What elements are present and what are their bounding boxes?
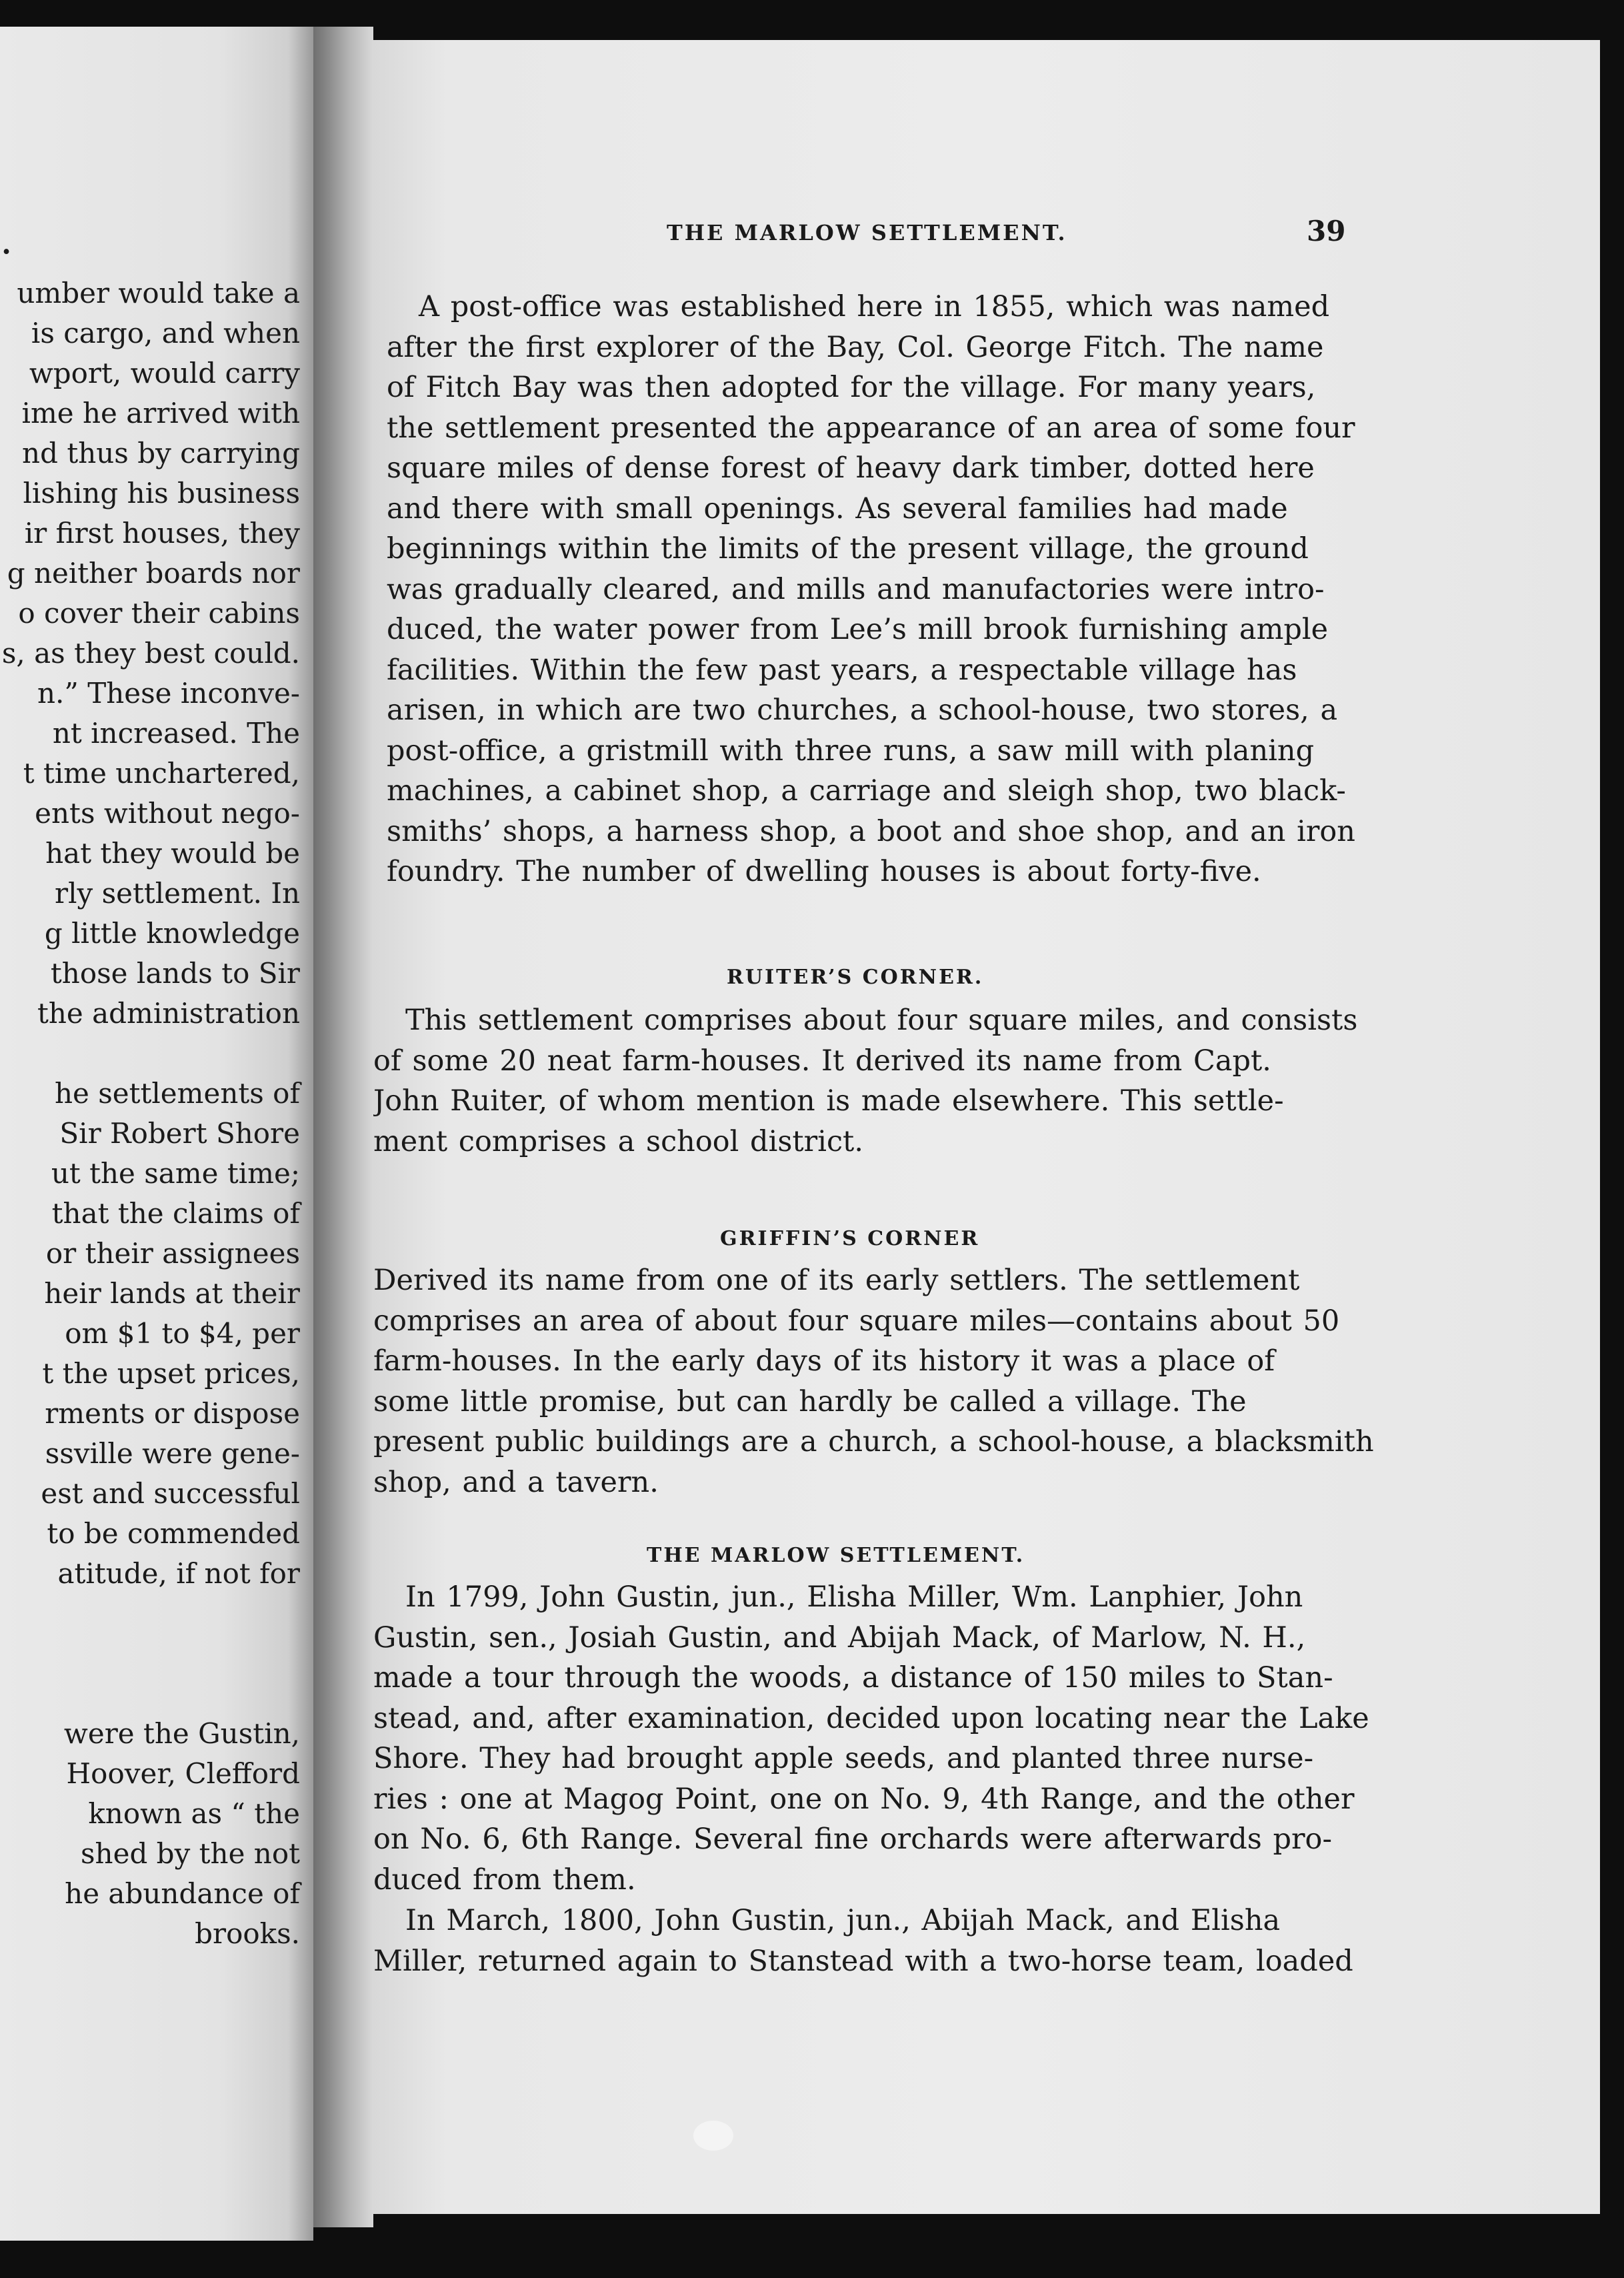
text-line: duced from them.: [373, 1863, 636, 1897]
page-number: 39: [1307, 215, 1346, 247]
text-line: comprises an area of about four square miles—contains about 50: [373, 1304, 1340, 1338]
right-page: [373, 40, 1600, 2214]
text-line: Gustin, sen., Josiah Gustin, and Abijah Mack, of Marlow, N. H.,: [373, 1620, 1306, 1654]
text-line: arisen, in which are two churches, a school-house, two stores, a: [387, 694, 1338, 727]
text-line: ment comprises a school district.: [373, 1124, 864, 1158]
left-page-line: g little knowledge: [44, 917, 300, 950]
left-page-line: shed by the not: [80, 1837, 300, 1870]
left-page-line: n.” These inconve-: [37, 677, 300, 710]
left-page-line: hat they would be: [45, 837, 300, 870]
text-line: was gradually cleared, and mills and manufactories were intro-: [387, 572, 1325, 606]
left-page-line: to be commended: [47, 1517, 300, 1550]
text-line: present public buildings are a church, a school-house, a blacksmith: [373, 1425, 1374, 1458]
left-page-mark: .: [0, 217, 13, 263]
text-line: Derived its name from one of its early settlers. The settlement: [373, 1264, 1300, 1297]
text-line: of some 20 neat farm-houses. It derived its name from Capt.: [373, 1044, 1271, 1078]
text-line: facilities. Within the few past years, a respectable village has: [387, 653, 1297, 687]
left-page-line: g neither boards nor: [7, 557, 300, 590]
text-line: post-office, a gristmill with three runs, a saw mill with planing: [387, 734, 1315, 768]
left-page-line: s, as they best could.: [1, 637, 300, 670]
text-line: after the first explorer of the Bay, Col. George Fitch. The name: [387, 330, 1324, 364]
left-page-line: ents without nego-: [35, 797, 300, 830]
marlow-settlement-heading: THE MARLOW SETTLEMENT.: [647, 1544, 1025, 1567]
left-page-line: those lands to Sir: [50, 957, 300, 990]
left-page-line: he settlements of: [54, 1077, 300, 1110]
left-page-line: heir lands at their: [44, 1277, 300, 1310]
text-line: smiths’ shops, a harness shop, a boot and shoe shop, and an iron: [387, 814, 1355, 848]
text-line: In 1799, John Gustin, jun., Elisha Miller, Wm. Lanphier, John: [405, 1580, 1303, 1614]
left-page-line: ssville were gene-: [45, 1437, 300, 1470]
left-page-line: known as “ the: [88, 1797, 300, 1830]
text-line: some little promise, but can hardly be called a village. The: [373, 1384, 1247, 1418]
text-line: of Fitch Bay was then adopted for the village. For many years,: [387, 371, 1316, 404]
left-page-line: were the Gustin,: [63, 1717, 300, 1750]
left-page-line: wport, would carry: [29, 357, 300, 389]
left-page: [0, 27, 313, 2241]
text-line: In March, 1800, John Gustin, jun., Abijah Mack, and Elisha: [405, 1904, 1281, 1937]
text-line: the settlement presented the appearance of an area of some four: [387, 411, 1355, 445]
left-page-line: rments or dispose: [45, 1397, 300, 1430]
left-page-line: o cover their cabins: [18, 597, 300, 630]
left-page-line: nd thus by carrying: [22, 437, 300, 469]
text-line: Miller, returned again to Stanstead with a two-horse team, loaded: [373, 1944, 1353, 1978]
ruiters-corner-heading: RUITER’S CORNER.: [727, 966, 984, 989]
left-page-line: atitude, if not for: [57, 1557, 300, 1590]
left-page-line: that the claims of: [51, 1197, 300, 1230]
text-line: John Ruiter, of whom mention is made elsewhere. This settle-: [373, 1084, 1284, 1118]
text-line: duced, the water power from Lee’s mill brook furnishing ample: [387, 613, 1329, 646]
text-line: This settlement comprises about four square miles, and consists: [405, 1004, 1358, 1037]
text-line: A post-office was established here in 1855, which was named: [419, 290, 1330, 323]
text-line: on No. 6, 6th Range. Several fine orchards were afterwards pro-: [373, 1823, 1332, 1856]
running-head: THE MARLOW SETTLEMENT.: [667, 220, 1067, 245]
paper-speck: [693, 2121, 733, 2151]
left-page-line: the administration: [37, 997, 300, 1030]
text-line: foundry. The number of dwelling houses is about forty-five.: [387, 855, 1261, 888]
left-page-line: t time unchartered,: [23, 757, 300, 790]
left-page-line: brooks.: [195, 1917, 300, 1950]
left-page-line: umber would take a: [17, 277, 300, 309]
text-line: shop, and a tavern.: [373, 1465, 659, 1499]
left-page-line: om $1 to $4, per: [65, 1317, 300, 1350]
left-page-line: ime he arrived with: [21, 397, 300, 429]
griffins-corner-heading: GRIFFIN’S CORNER: [720, 1227, 980, 1250]
text-line: farm-houses. In the early days of its history it was a place of: [373, 1344, 1275, 1378]
left-page-line: ut the same time;: [51, 1157, 300, 1190]
left-page-line: nt increased. The: [52, 717, 300, 750]
text-line: square miles of dense forest of heavy dark timber, dotted here: [387, 451, 1315, 485]
text-line: Shore. They had brought apple seeds, and planted three nurse-: [373, 1742, 1314, 1775]
text-line: ries : one at Magog Point, one on No. 9, 4th Range, and the other: [373, 1782, 1355, 1816]
left-page-line: ir first houses, they: [24, 517, 300, 549]
text-line: machines, a cabinet shop, a carriage and sleigh shop, two black-: [387, 774, 1346, 808]
book-gutter: [313, 27, 373, 2227]
text-line: beginnings within the limits of the present village, the ground: [387, 532, 1309, 565]
left-page-line: t the upset prices,: [42, 1357, 300, 1390]
left-page-line: est and successful: [41, 1477, 300, 1510]
text-line: made a tour through the woods, a distance of 150 miles to Stan-: [373, 1661, 1333, 1694]
left-page-line: or their assignees: [45, 1237, 300, 1270]
left-page-line: he abundance of: [65, 1877, 300, 1910]
text-line: stead, and, after examination, decided upon locating near the Lake: [373, 1701, 1369, 1735]
left-page-line: is cargo, and when: [31, 317, 300, 349]
left-page-line: Sir Robert Shore: [59, 1117, 300, 1150]
left-page-line: rly settlement. In: [55, 877, 300, 910]
left-page-line: Hoover, Clefford: [66, 1757, 300, 1790]
left-page-line: lishing his business: [23, 477, 300, 509]
text-line: and there with small openings. As several families had made: [387, 491, 1288, 525]
